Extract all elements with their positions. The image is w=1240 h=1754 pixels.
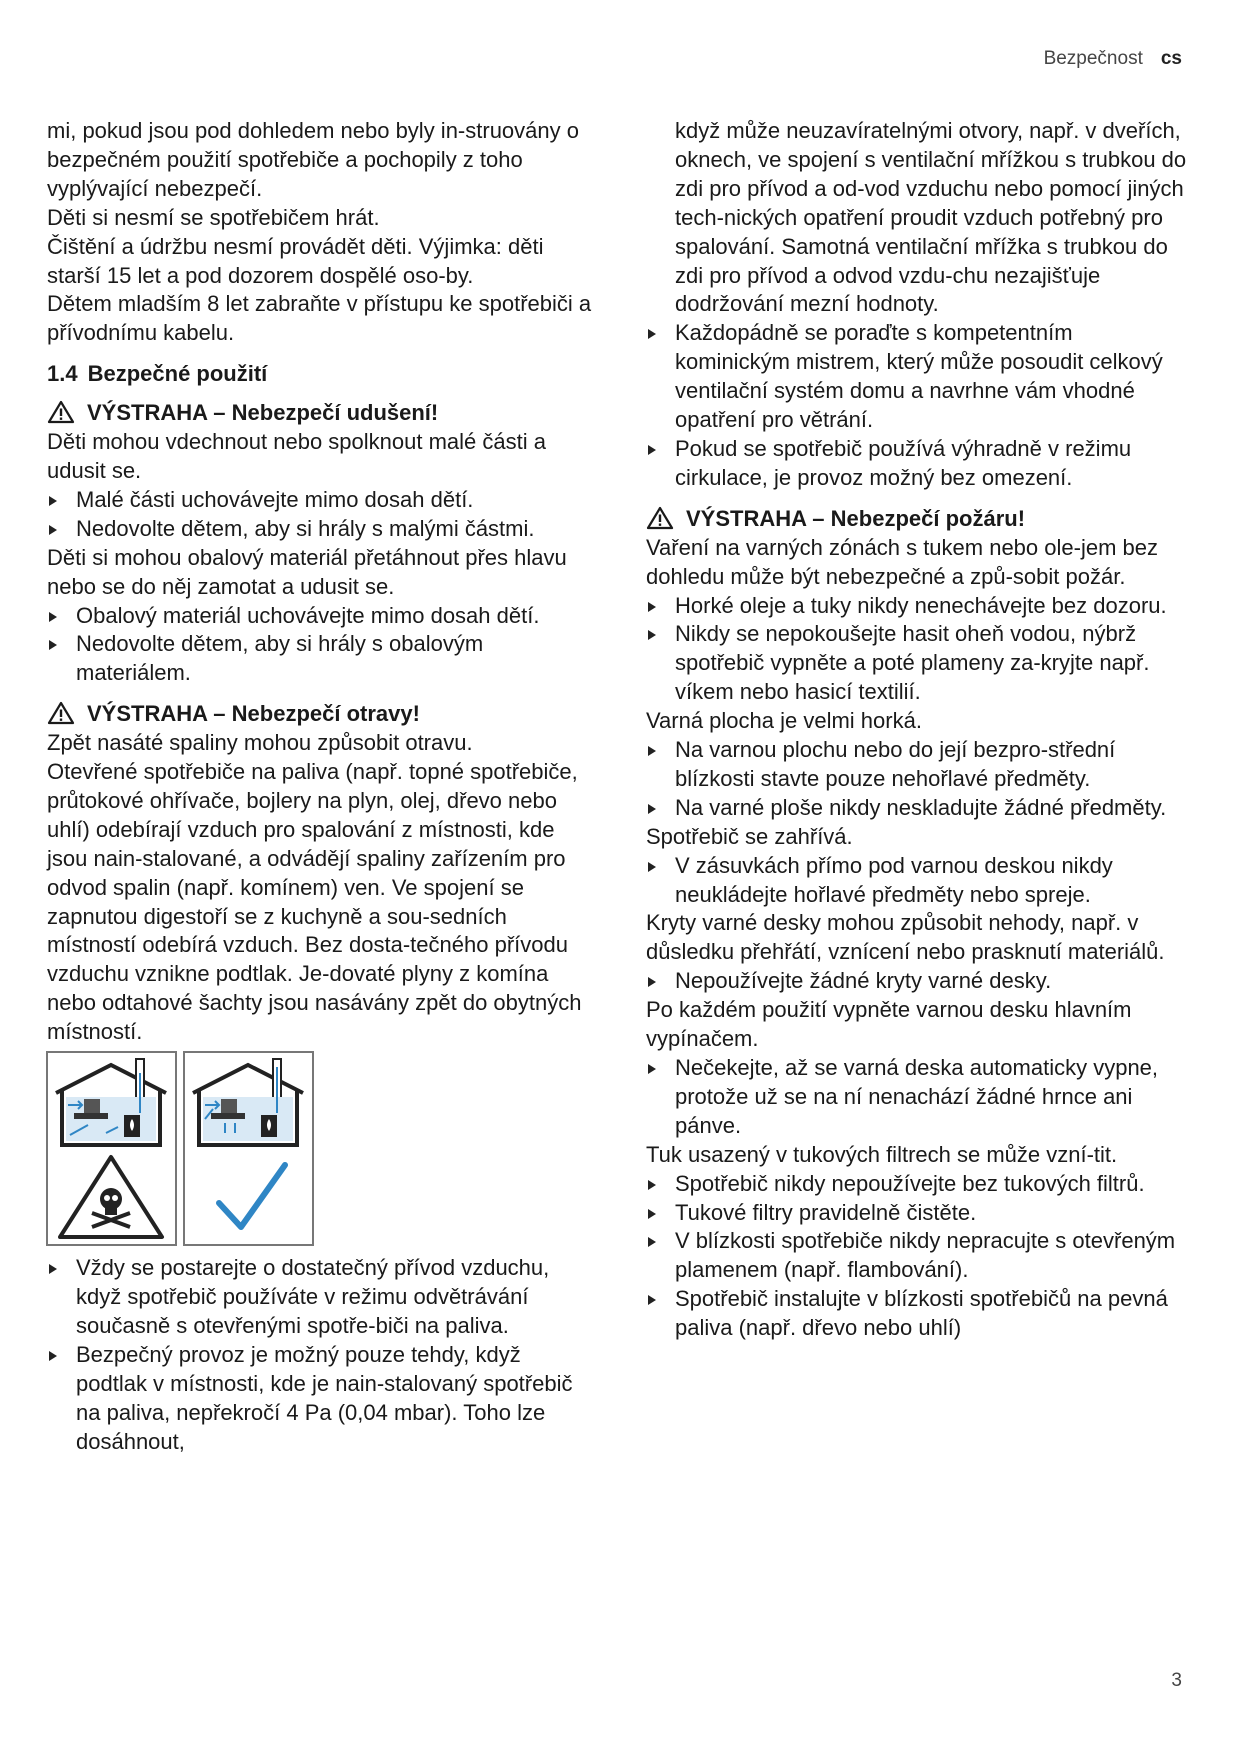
bullet-item: Tukové filtry pravidelně čistěte. [646,1199,1191,1228]
right-column [646,117,1191,1343]
bullet-item: Na varnou plochu nebo do její bezpro-střední blízkosti stavte pouze nehořlavé předměty. [646,736,1191,794]
warning-heading [47,399,592,428]
section-number: 1.4 [47,361,78,387]
header-section: Bezpečnost [1043,48,1143,69]
ventilation-illustrations [46,1051,592,1246]
checkmark-icon [219,1165,285,1227]
warning-text: Kryty varné desky mohou způsobit nehody, např. v důsledku přehřátí, vznícení nebo prasknutí materiálů. [646,910,1165,965]
warning-text: Po každém použití vypněte varnou desku hlavním vypínačem. [646,997,1132,1052]
bullet-item: Pokud se spotřebič používá výhradně v režimu cirkulace, je provoz možný bez omezení. [646,435,1191,493]
bullet-item: Obalový materiál uchovávejte mimo dosah dětí. [47,602,592,631]
section-heading [47,360,592,389]
warning-title: VÝSTRAHA – Nebezpečí udušení! [87,400,439,426]
warning-text: Děti mohou vdechnout nebo spolknout malé části a udusit se. [47,429,546,483]
warning-text: Varná plocha je velmi horká. [646,708,922,734]
bullet-item: Bezpečný provoz je možný pouze tehdy, když podtlak v místnosti, kde je nain-stalovaný spotřebič na paliva, nepřekročí 4 Pa (0,04 mbar). Toho lze dosáhnout, [47,1341,592,1457]
warning-text: Spotřebič se zahřívá. [646,823,853,849]
running-header [1044,48,1182,70]
bullet-item: Nikdy se nepokoušejte hasit oheň vodou, nýbrž spotřebič vypněte a poté plameny za-kryjte např. víkem nebo hasicí textilií. [646,620,1191,707]
warning-heading [47,700,592,729]
bullet-item: Horké oleje a tuky nikdy nenechávejte bez dozoru. [646,592,1191,621]
left-column [47,117,592,1456]
bullet-item: Spotřebič nikdy nepoužívejte bez tukových filtrů. [646,1170,1191,1199]
bullet-item: V zásuvkách přímo pod varnou deskou nikdy neukládejte hořlavé předměty nebo spreje. [646,852,1191,910]
warning-title: VÝSTRAHA – Nebezpečí požáru! [686,505,1026,531]
warning-text: Otevřené spotřebiče na paliva (např. topné spotřebiče, průtokové ohřívače, bojlery na plyn, olej, dřevo nebo uhlí) odebírají vzduch pro spalování z místnosti, kde jsou nain-stalované, a odvádějí spaliny zařízením pro odvod spalin (např. komínem) ven. Ve spojení se zapnutou digestoří se z kuchyně a sou-sedních místností odebírá vzduch. Bez dosta-tečného přívodu vzduchu vznikne podtlak. Je-dovaté plyny z komína nebo odtahové šachty jsou nasávány zpět do obytných místností. [47,759,582,1045]
bullet-item: Na varné ploše nikdy neskladujte žádné předměty. [646,794,1191,823]
warning-triangle-icon [646,506,674,530]
bullet-item: Nepoužívejte žádné kryty varné desky. [646,967,1191,996]
header-language: cs [1160,48,1182,69]
warning-text: Tuk usazený v tukových filtrech se může vzní-tit. [646,1141,1118,1167]
intro-paragraph: mi, pokud jsou pod dohledem nebo byly in-struovány o bezpečném použití spotřebiče a pochopily z toho vyplývající nebezpečí. [47,118,579,201]
bullet-item: Každopádně se poraďte s kompetentním kominickým mistrem, který může posoudit celkový ventilační systém domu a navrhne vám vhodné opatření pro větrání. [646,319,1191,435]
warning-heading [646,505,1191,534]
skull-warning-icon [60,1157,162,1237]
intro-paragraph: Děti si nesmí se spotřebičem hrát. [47,204,380,230]
exhaust-poisoning-illustration [46,1051,177,1246]
page-number: 3 [1171,1670,1182,1691]
bullet-item: V blízkosti spotřebiče nikdy nepracujte s otevřeným plamenem (např. flambování). [646,1227,1191,1285]
bullet-item: Vždy se postarejte o dostatečný přívod vzduchu, když spotřebič používáte v režimu odvětrávání současně s otevřenými spotře-biči na paliva. [47,1254,592,1341]
section-title: Bezpečné použití [87,361,268,387]
warning-text: Děti si mohou obalový materiál přetáhnout přes hlavu nebo se do něj zamotat a udusit se. [47,544,567,599]
warning-text: Zpět nasáté spaliny mohou způsobit otravu. [47,730,473,756]
safe-ventilation-illustration [183,1051,314,1246]
warning-triangle-icon [47,400,75,424]
bullet-item: Nečekejte, až se varná deska automaticky vypne, protože už se na ní nenachází žádné hrnce ani pánve. [646,1054,1191,1141]
bullet-continuation: když může neuzavíratelnými otvory, např. v dveřích, oknech, ve spojení s ventilační mřížkou s trubkou do zdi pro přívod a od-vod vzduchu nebo pomocí jiných tech-nických opatření proudit vzduch potřebný pro spalování. Samotná ventilační mřížka s trubkou do zdi pro přívod a odvod vzdu-chu nezajišťuje dodržování mezní hodnoty. [675,118,1187,317]
warning-title: VÝSTRAHA – Nebezpečí otravy! [87,701,420,727]
house-icon [193,1059,303,1145]
warning-triangle-icon [47,701,75,725]
bullet-item: Spotřebič instalujte v blízkosti spotřebičů na pevná paliva (např. dřevo nebo uhlí) [646,1285,1191,1343]
house-icon [56,1059,166,1145]
warning-text: Vaření na varných zónách s tukem nebo ole-jem bez dohledu může být nebezpečné a způ-sobit požár. [646,534,1158,589]
intro-paragraph: Dětem mladším 8 let zabraňte v přístupu ke spotřebiči a přívodnímu kabelu. [47,291,592,346]
intro-paragraph: Čištění a údržbu nesmí provádět děti. Výjimka: děti starší 15 let a pod dozorem dospělé oso-by. [47,233,544,288]
bullet-item: Malé části uchovávejte mimo dosah dětí. [47,486,592,515]
bullet-item: Nedovolte dětem, aby si hrály s malými částmi. [47,515,592,544]
bullet-item: Nedovolte dětem, aby si hrály s obalovým materiálem. [47,630,592,688]
